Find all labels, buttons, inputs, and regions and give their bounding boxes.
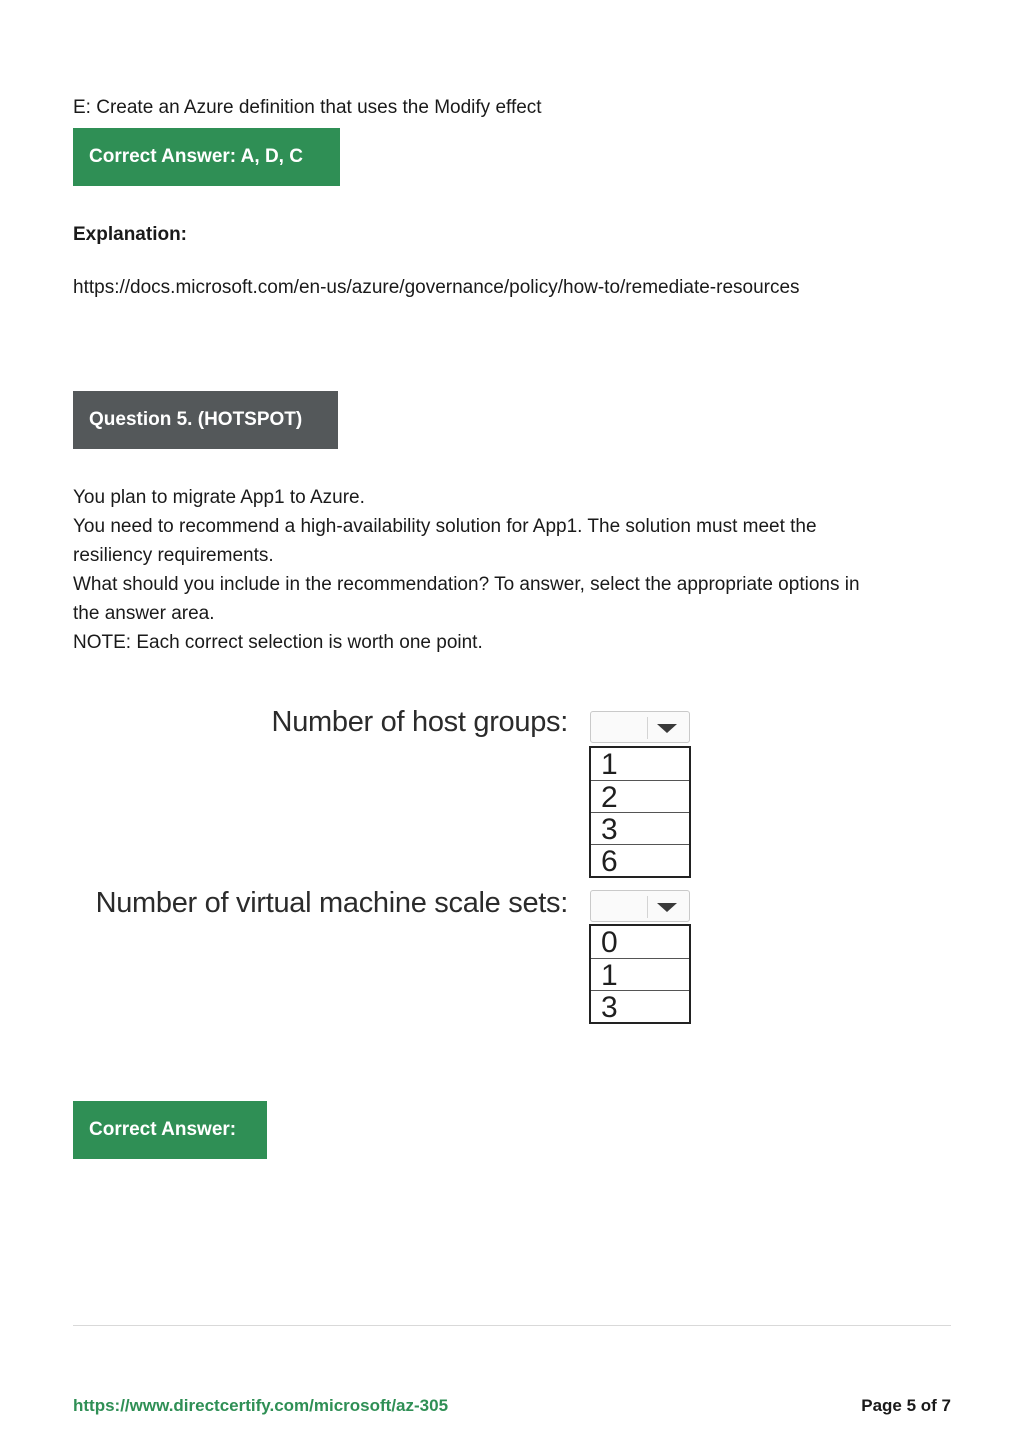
explanation-link[interactable]: https://docs.microsoft.com/en-us/azure/governance/policy/how-to/remediate-resources — [73, 277, 800, 298]
vmss-option[interactable]: 0 — [601, 926, 618, 959]
host-groups-option[interactable]: 6 — [591, 844, 689, 876]
host-groups-option[interactable]: 1 — [601, 748, 618, 781]
vmss-label: Number of virtual machine scale sets: — [95, 887, 568, 919]
host-groups-option[interactable]: 3 — [591, 812, 689, 844]
question-line: You need to recommend a high-availability solution for App1. The solution must meet the — [73, 516, 817, 537]
footer-divider — [73, 1325, 951, 1326]
vmss-option[interactable]: 3 — [591, 990, 689, 1022]
chevron-down-icon — [657, 724, 677, 733]
host-groups-label: Number of host groups: — [271, 706, 568, 738]
question-line: What should you include in the recommendation? To answer, select the appropriate options in — [73, 574, 860, 595]
vmss-option[interactable]: 1 — [591, 958, 689, 990]
question-line: the answer area. — [73, 603, 215, 624]
question-title-badge: Question 5. (HOTSPOT) — [73, 391, 338, 449]
question-line: NOTE: Each correct selection is worth one point. — [73, 632, 483, 653]
correct-answer-badge: Correct Answer: — [73, 1101, 267, 1159]
vmss-options — [589, 924, 691, 1024]
footer-link[interactable]: https://www.directcertify.com/microsoft/az-305 — [73, 1396, 449, 1415]
vmss-dropdown[interactable] — [590, 890, 690, 922]
host-groups-option[interactable]: 2 — [591, 780, 689, 812]
question-line: resiliency requirements. — [73, 545, 274, 566]
correct-answer-badge-prev: Correct Answer: A, D, C — [73, 128, 340, 186]
dropdown-separator — [647, 896, 648, 918]
question-line: You plan to migrate App1 to Azure. — [73, 487, 365, 508]
page-number: Page 5 of 7 — [861, 1396, 951, 1415]
chevron-down-icon — [657, 903, 677, 912]
dropdown-separator — [647, 717, 648, 739]
host-groups-options — [589, 746, 691, 878]
question-text — [73, 483, 953, 657]
host-groups-dropdown[interactable] — [590, 711, 690, 743]
explanation-heading: Explanation: — [73, 224, 188, 245]
option-e-text: E: Create an Azure definition that uses the Modify effect — [73, 97, 542, 118]
